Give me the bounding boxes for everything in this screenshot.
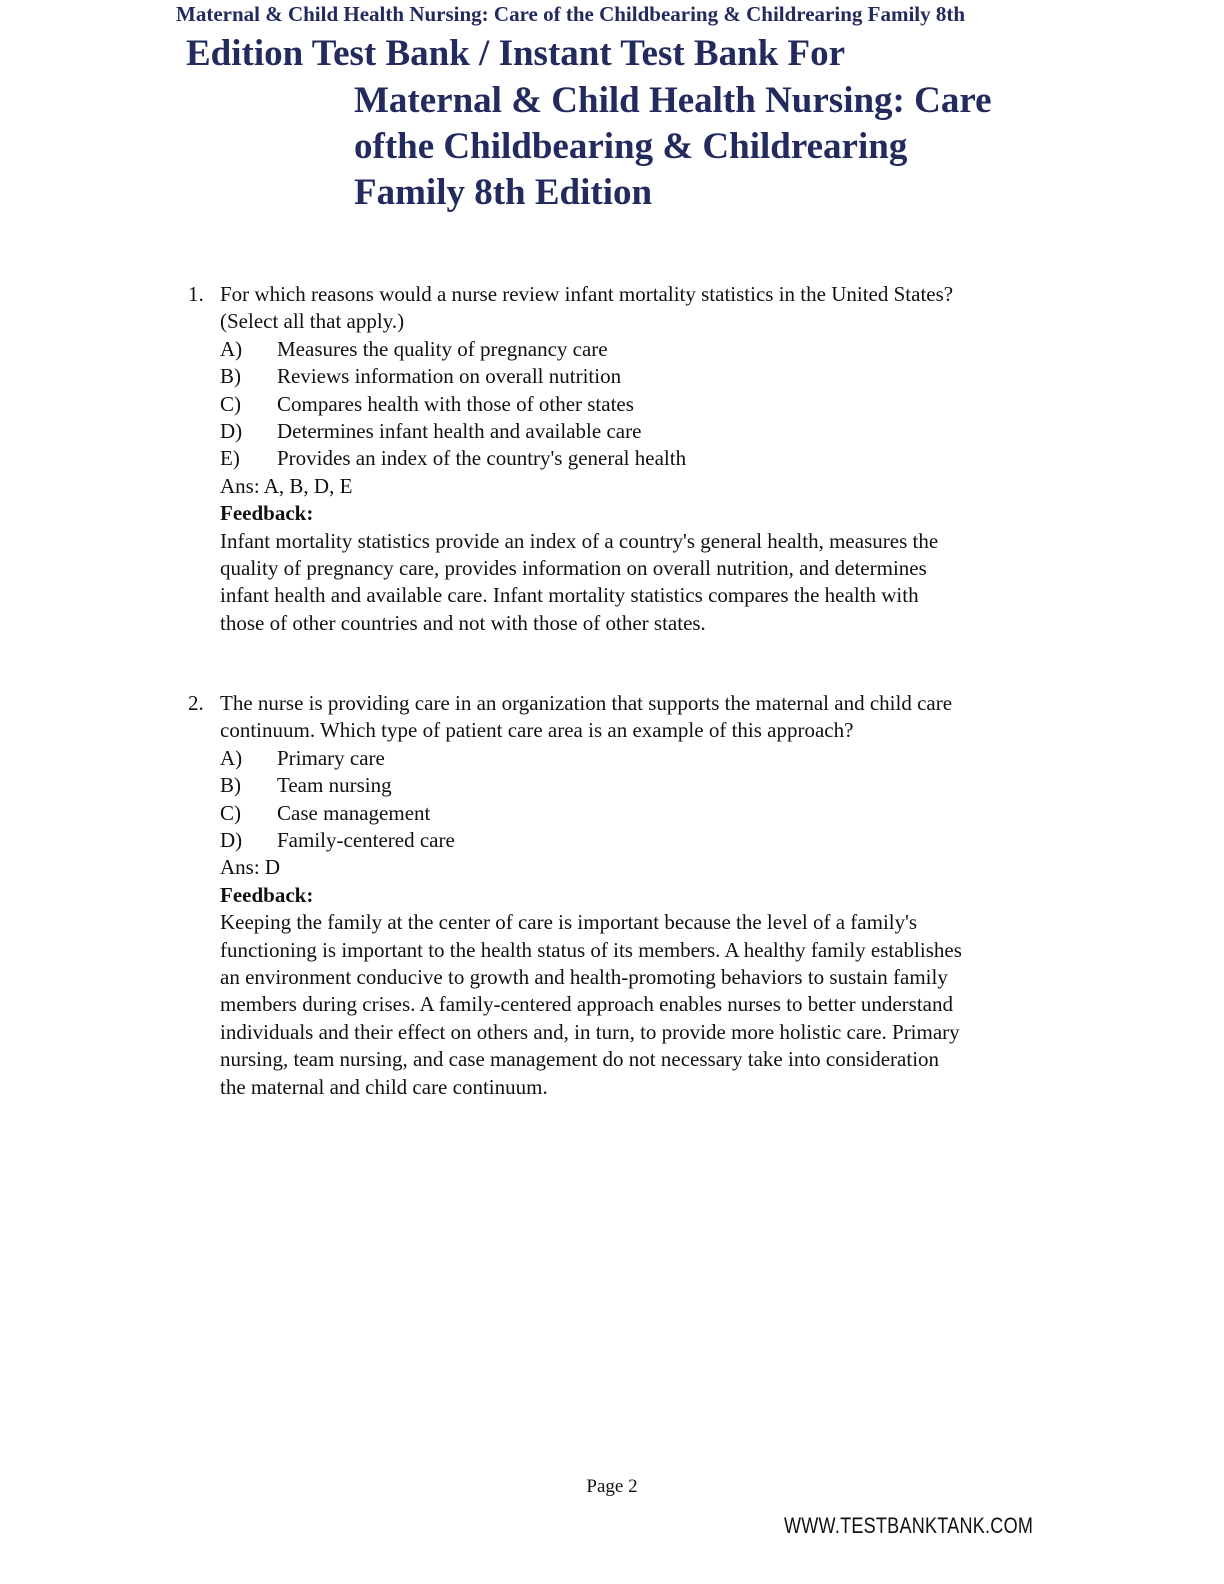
answer-option <box>220 800 1068 827</box>
answer-option <box>220 745 1068 772</box>
document-title-line-2: Edition Test Bank / Instant Test Bank For <box>186 33 846 74</box>
title-block-line: Family 8th Edition <box>354 172 653 213</box>
feedback-line: Keeping the family at the center of care is important because the level of a family's <box>220 910 918 935</box>
question-stem <box>188 281 1068 336</box>
feedback-text <box>188 909 1068 1101</box>
feedback-line: infant health and available care. Infant mortality statistics compares the health with <box>220 583 919 608</box>
question-2 <box>188 690 1068 1101</box>
answer-option <box>220 445 1068 472</box>
option-text: Case management <box>277 800 431 825</box>
question-number: 1. <box>188 282 204 306</box>
answer-option <box>220 391 1068 418</box>
answer-option <box>220 336 1068 363</box>
option-text: Team nursing <box>277 773 392 798</box>
option-text: Compares health with those of other states <box>277 391 634 416</box>
answer-option <box>220 772 1068 799</box>
option-letter: D) <box>220 419 243 444</box>
question-stem-line: The nurse is providing care in an organization that supports the maternal and child care <box>220 691 953 715</box>
option-text: Measures the quality of pregnancy care <box>277 336 608 361</box>
option-text: Reviews information on overall nutrition <box>277 364 622 389</box>
option-letter: C) <box>220 391 241 416</box>
feedback-line: quality of pregnancy care, provides information on overall nutrition, and determines <box>220 556 927 581</box>
website-watermark: WWW.TESTBANKTANK.COM <box>784 1513 1034 1538</box>
option-letter: D) <box>220 828 243 853</box>
option-letter: B) <box>220 773 241 798</box>
question-number: 2. <box>188 691 204 715</box>
option-text: Provides an index of the country's general health <box>277 446 687 471</box>
document-title-line-1: Maternal & Child Health Nursing: Care of the Childbearing & Childrearing Family 8th <box>176 2 966 26</box>
option-letter: A) <box>220 745 243 770</box>
question-1 <box>188 281 1068 637</box>
question-stem-line: For which reasons would a nurse review infant mortality statistics in the United States? <box>220 282 954 306</box>
option-letter: B) <box>220 364 241 389</box>
question-stem <box>188 690 1068 745</box>
question-stem-line: continuum. Which type of patient care area is an example of this approach? <box>220 718 854 743</box>
option-text: Determines infant health and available care <box>277 419 642 444</box>
feedback-line: individuals and their effect on others and, in turn, to provide more holistic care. Primary <box>220 1019 960 1044</box>
document-title-block <box>354 78 992 216</box>
feedback-line: functioning is important to the health status of its members. A healthy family establishes <box>220 937 962 962</box>
answer-options <box>188 745 1068 855</box>
feedback-line: members during crises. A family-centered approach enables nurses to better understand <box>220 992 954 1017</box>
feedback-line: the maternal and child care continuum. <box>220 1074 548 1099</box>
feedback-line: an environment conducive to growth and health-promoting behaviors to sustain family <box>220 965 948 990</box>
feedback-line: Infant mortality statistics provide an index of a country's general health, measures the <box>220 528 939 553</box>
answer-option <box>220 418 1068 445</box>
option-text: Family-centered care <box>277 828 455 853</box>
question-stem-line: (Select all that apply.) <box>220 309 405 334</box>
feedback-line: those of other countries and not with those of other states. <box>220 610 706 635</box>
option-letter: E) <box>220 446 240 471</box>
feedback-label: Feedback: <box>220 501 314 526</box>
feedback-line: nursing, team nursing, and case management do not necessary take into consideration <box>220 1047 940 1072</box>
answer-key: Ans: D <box>220 855 281 880</box>
answer-options <box>188 336 1068 473</box>
title-block-line: Maternal & Child Health Nursing: Care <box>354 80 992 121</box>
feedback-label: Feedback: <box>220 882 314 907</box>
answer-key: Ans: A, B, D, E <box>220 473 353 498</box>
answer-option <box>220 827 1068 854</box>
option-text: Primary care <box>277 745 385 770</box>
option-letter: A) <box>220 336 243 361</box>
option-letter: C) <box>220 800 241 825</box>
title-block-line: ofthe Childbearing & Childrearing <box>354 126 908 167</box>
page-number: Page 2 <box>586 1476 638 1497</box>
answer-option <box>220 363 1068 390</box>
feedback-text <box>188 528 1068 638</box>
